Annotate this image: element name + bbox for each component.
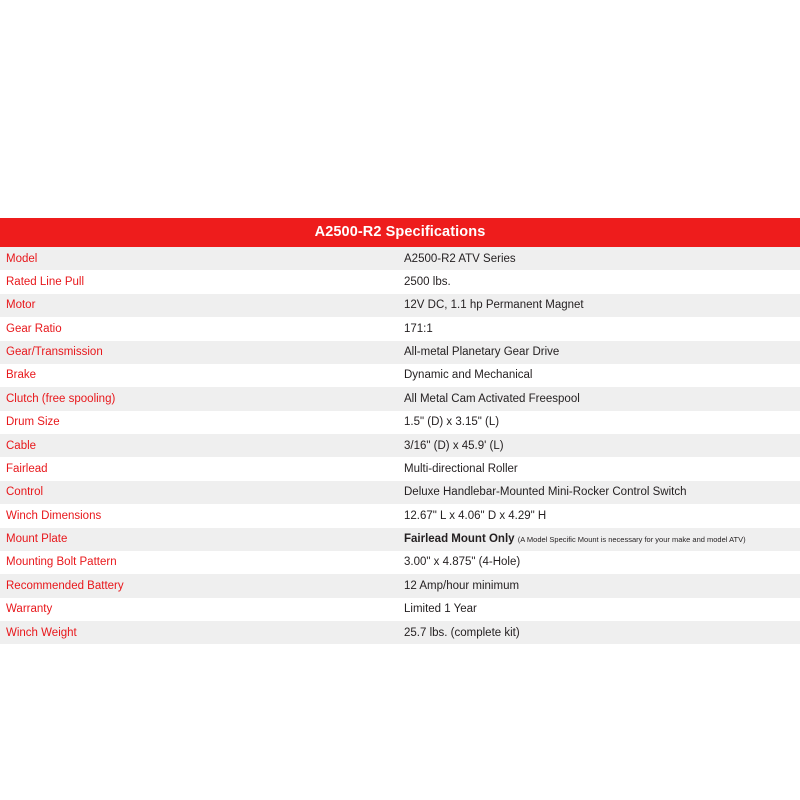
- spec-value-text: Multi-directional Roller: [404, 462, 518, 475]
- spec-value-text: 25.7 lbs. (complete kit): [404, 626, 520, 639]
- table-row: [0, 598, 800, 621]
- spec-value-text: 171:1: [404, 322, 433, 335]
- spec-value: [400, 364, 800, 387]
- spec-value-text: All Metal Cam Activated Freespool: [404, 392, 580, 405]
- specifications-title: A2500-R2 Specifications: [0, 218, 800, 247]
- spec-value: [400, 387, 800, 410]
- spec-value-text: 2500 lbs.: [404, 275, 451, 288]
- spec-value: [400, 504, 800, 527]
- table-row: [0, 317, 800, 340]
- table-row: [0, 621, 800, 644]
- spec-value: [400, 457, 800, 480]
- table-row: [0, 341, 800, 364]
- spec-label: Gear Ratio: [0, 317, 400, 340]
- spec-value: [400, 270, 800, 293]
- table-row: [0, 457, 800, 480]
- spec-value: [400, 294, 800, 317]
- spec-label: Winch Weight: [0, 621, 400, 644]
- spec-value: [400, 528, 800, 551]
- spec-label: Gear/Transmission: [0, 341, 400, 364]
- spec-value-text: Limited 1 Year: [404, 603, 477, 616]
- spec-value-text: A2500-R2 ATV Series: [404, 252, 516, 265]
- spec-label: Motor: [0, 294, 400, 317]
- spec-label: Mount Plate: [0, 528, 400, 551]
- table-row: [0, 504, 800, 527]
- spec-value-text: 3.00" x 4.875" (4-Hole): [404, 556, 521, 569]
- table-row: [0, 270, 800, 293]
- spec-label: Control: [0, 481, 400, 504]
- spec-value-text: Fairlead Mount Only: [404, 533, 515, 545]
- table-row: [0, 551, 800, 574]
- spec-value: [400, 481, 800, 504]
- spec-value: [400, 574, 800, 597]
- spec-value: [400, 621, 800, 644]
- spec-label: Winch Dimensions: [0, 504, 400, 527]
- table-row: [0, 387, 800, 410]
- table-row: [0, 481, 800, 504]
- spec-label: Mounting Bolt Pattern: [0, 551, 400, 574]
- spec-label: Fairlead: [0, 457, 400, 480]
- spec-value: [400, 317, 800, 340]
- table-row: [0, 574, 800, 597]
- table-row: [0, 528, 800, 551]
- spec-value-text: 3/16" (D) x 45.9' (L): [404, 439, 504, 452]
- specifications-title-row: [0, 218, 800, 247]
- spec-value-text: Dynamic and Mechanical: [404, 369, 533, 382]
- table-row: [0, 364, 800, 387]
- spec-label: Model: [0, 247, 400, 270]
- spec-value: [400, 434, 800, 457]
- spec-value-text: 12.67" L x 4.06" D x 4.29" H: [404, 509, 547, 522]
- spec-value-text: 1.5" (D) x 3.15" (L): [404, 416, 500, 429]
- table-row: [0, 434, 800, 457]
- spec-label: Clutch (free spooling): [0, 387, 400, 410]
- spec-label: Brake: [0, 364, 400, 387]
- specifications-panel: [0, 218, 800, 644]
- spec-value-text: Deluxe Handlebar-Mounted Mini-Rocker Control Switch: [404, 486, 687, 499]
- spec-label: Rated Line Pull: [0, 270, 400, 293]
- spec-value: [400, 551, 800, 574]
- spec-label: Cable: [0, 434, 400, 457]
- table-row: [0, 294, 800, 317]
- spec-value-note: (A Model Specific Mount is necessary for your make and model ATV): [517, 535, 746, 544]
- spec-value-text: 12V DC, 1.1 hp Permanent Magnet: [404, 299, 584, 312]
- spec-label: Warranty: [0, 598, 400, 621]
- spec-value: [400, 341, 800, 364]
- spec-label: Recommended Battery: [0, 574, 400, 597]
- spec-value-text: 12 Amp/hour minimum: [404, 579, 520, 592]
- specifications-table-body: [0, 218, 800, 644]
- spec-value: [400, 598, 800, 621]
- table-row: [0, 247, 800, 270]
- table-row: [0, 411, 800, 434]
- spec-label: Drum Size: [0, 411, 400, 434]
- spec-value: [400, 247, 800, 270]
- specifications-table: [0, 218, 800, 644]
- spec-value-text: All-metal Planetary Gear Drive: [404, 346, 560, 358]
- spec-value: [400, 411, 800, 434]
